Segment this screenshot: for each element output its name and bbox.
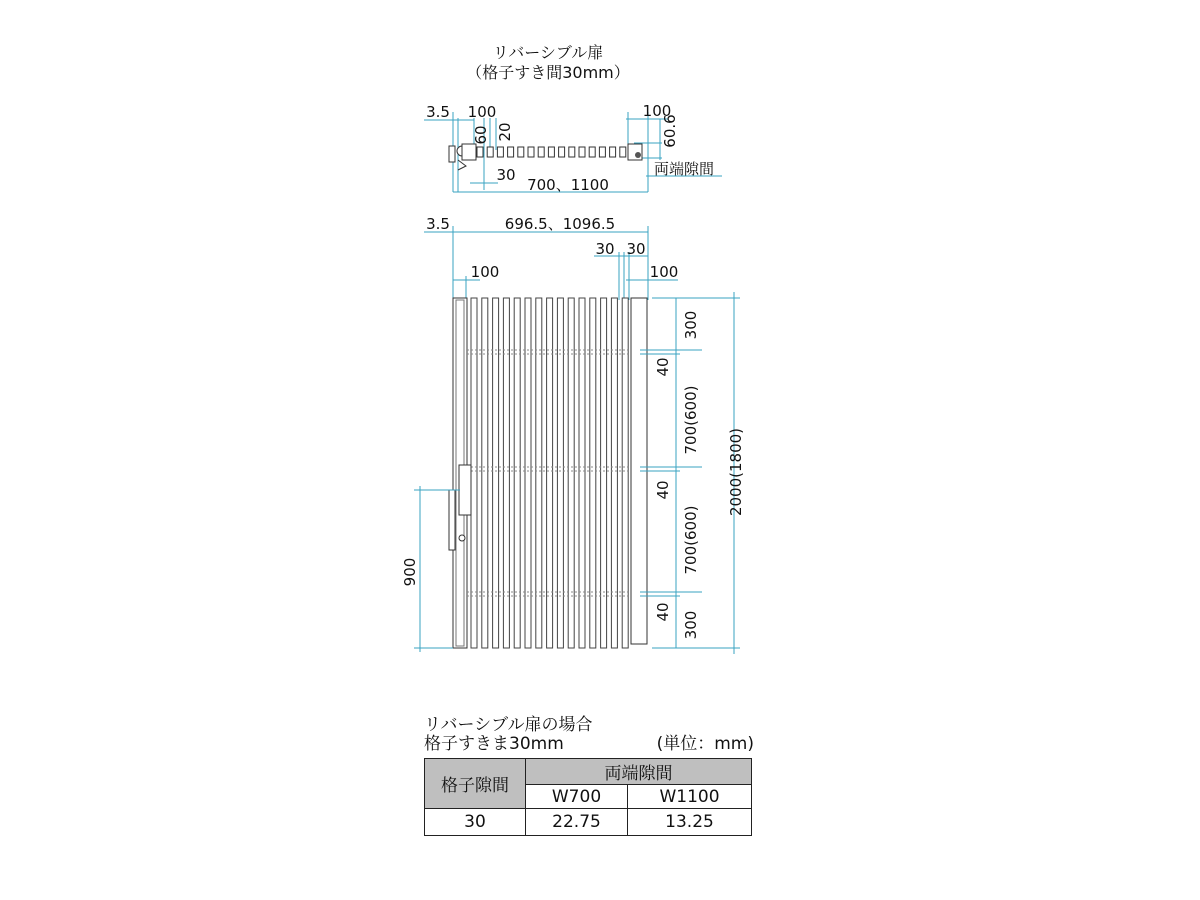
elev-dim-left-gap: 3.5 — [426, 215, 450, 233]
plan-slat — [579, 147, 585, 157]
elev-dim-inner-width: 696.5、1096.5 — [504, 215, 616, 233]
plan-dim-left-gap: 3.5 — [426, 103, 450, 121]
header-end-gap: 両端隙間 — [526, 759, 752, 785]
plan-slat — [589, 147, 595, 157]
plan-slat — [508, 147, 514, 157]
plan-dim-slat: 20 — [496, 122, 514, 142]
plan-slat — [518, 147, 524, 157]
elev-dim-bottom: 300 — [682, 610, 700, 640]
plan-slat — [477, 147, 483, 157]
cell-w1100: 13.25 — [628, 809, 752, 836]
cell-gap: 30 — [425, 809, 526, 836]
cell-w700: 22.75 — [526, 809, 628, 836]
plan-dim-overall: 700、1100 — [527, 176, 609, 194]
spec-table-block — [424, 716, 754, 836]
spec-table — [424, 758, 752, 836]
elev-dim-top: 300 — [682, 310, 700, 340]
elev-dim-bar1: 40 — [654, 357, 672, 377]
elevation-view — [401, 215, 745, 654]
drawing-subtitle: （格子すき間30mm） — [466, 63, 630, 82]
plan-dim-depth: 60 — [472, 125, 490, 145]
plan-label-end-gap: 両端隙間 — [653, 160, 715, 178]
table-caption-line1: リバーシブル扉の場合 — [424, 715, 593, 735]
plan-dim-right-width: 100 — [642, 102, 672, 120]
plan-dim-right-depth: 60.6 — [661, 114, 679, 148]
header-lattice-gap: 格子隙間 — [425, 759, 526, 809]
plan-slat — [610, 147, 616, 157]
table-row — [425, 809, 752, 836]
elev-dim-total-height: 2000(1800) — [727, 427, 745, 517]
header-w1100: W1100 — [628, 785, 752, 809]
plan-slat — [497, 147, 503, 157]
plan-dim-stile-width: 100 — [467, 103, 497, 121]
plan-slats — [477, 147, 626, 157]
elev-dim-30b: 30 — [626, 240, 646, 258]
table-caption-line2: 格子すきま30mm — [424, 734, 564, 754]
elev-dim-stile-left: 100 — [470, 263, 500, 281]
plan-slat — [487, 147, 493, 157]
plan-slat — [620, 147, 626, 157]
elev-dim-stile-right: 100 — [649, 263, 679, 281]
plan-dim-slat-gap: 30 — [496, 166, 516, 184]
elev-dim-mid1: 700(600) — [682, 385, 700, 455]
plan-slat — [548, 147, 554, 157]
plan-slat — [559, 147, 565, 157]
drawing-title: リバーシブル扉 — [492, 43, 604, 62]
plan-slat — [538, 147, 544, 157]
plan-slat — [599, 147, 605, 157]
elev-dim-handle-height: 900 — [401, 557, 419, 587]
header-w700: W700 — [526, 785, 628, 809]
plan-view — [424, 102, 722, 194]
elev-dim-mid2: 700(600) — [682, 505, 700, 575]
elev-dim-30a: 30 — [595, 240, 615, 258]
plan-slat — [528, 147, 534, 157]
elev-dim-bar2: 40 — [654, 480, 672, 500]
table-unit: (単位：mm) — [656, 734, 754, 754]
plan-slat — [569, 147, 575, 157]
elev-dim-bar3: 40 — [654, 602, 672, 622]
